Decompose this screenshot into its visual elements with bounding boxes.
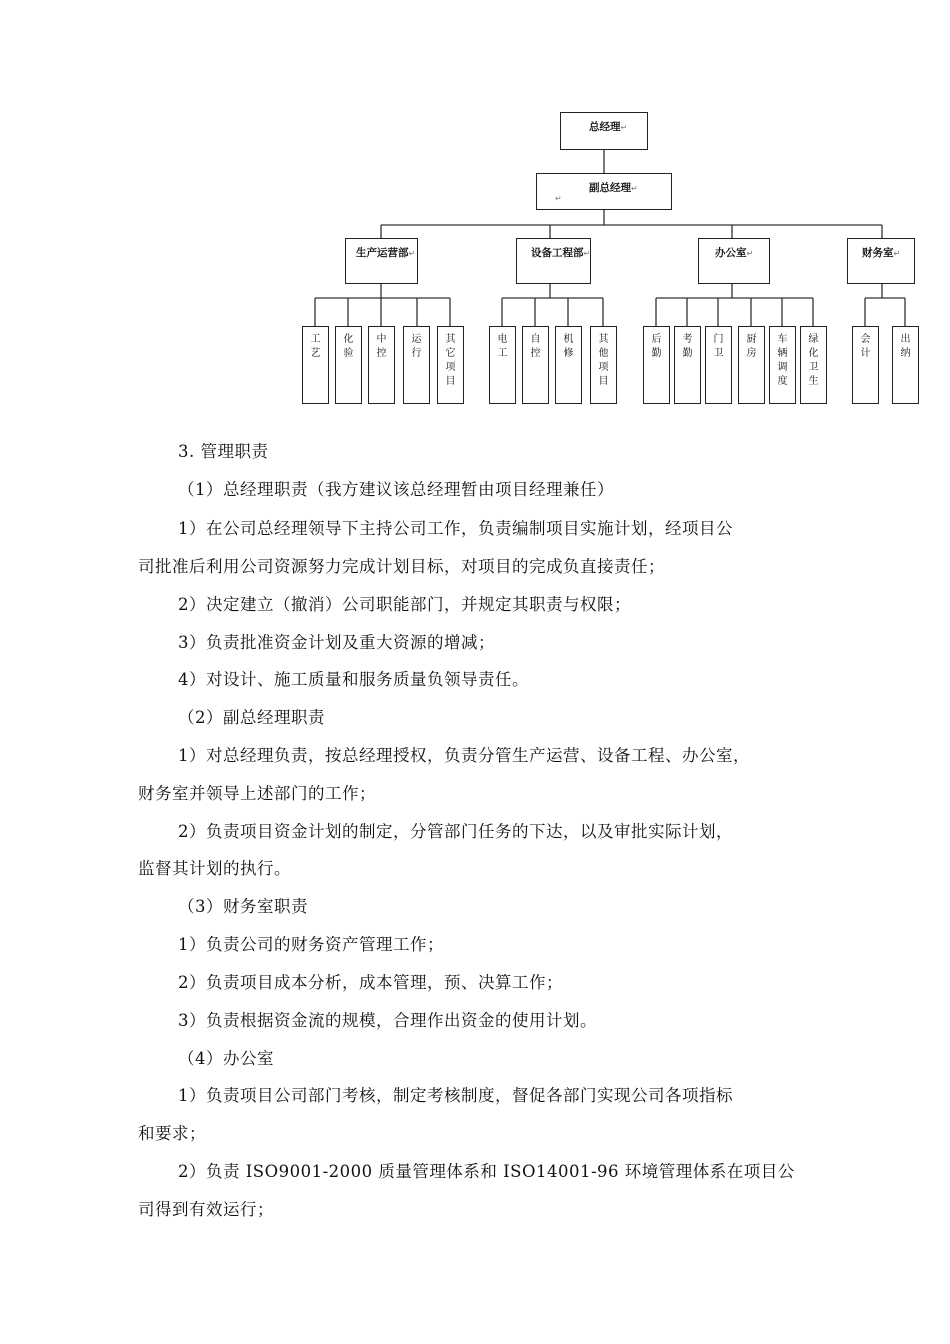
paragraph-line: 2）负责 ISO9001-2000 质量管理体系和 ISO14001-96 环境管理体系在项目公 (178, 1162, 795, 1181)
paragraph-line: 监督其计划的执行。 (138, 859, 291, 878)
paragraph-line: （1）总经理职责（我方建议该总经理暂由项目经理兼任） (178, 480, 614, 499)
leaf-box (403, 326, 430, 404)
leaf-box (769, 326, 796, 404)
leaf-label: 运 行 (411, 334, 422, 359)
leaf-box (705, 326, 732, 404)
leaf-label: 机 修 (563, 334, 574, 359)
leaf-label: 中 控 (376, 334, 387, 359)
paragraph-line: 和要求； (138, 1124, 206, 1143)
org-chart (0, 0, 950, 420)
paragraph-line: 2）决定建立（撤消）公司职能部门，并规定其职责与权限； (178, 595, 631, 614)
paragraph-line: 1）对总经理负责，按总经理授权，负责分管生产运营、设备工程、办公室， (178, 746, 750, 765)
leaf-box (674, 326, 701, 404)
paragraph-line: （4）办公室 (178, 1049, 274, 1068)
paragraph-line: （2）副总经理职责 (178, 708, 325, 727)
box-office (698, 238, 770, 284)
leaf-label: 厨 房 (746, 334, 757, 359)
paragraph-line: 1）负责项目公司部门考核，制定考核制度，督促各部门实现公司各项指标 (178, 1086, 733, 1105)
leaf-box (800, 326, 827, 404)
leaf-label: 化 验 (343, 334, 354, 359)
return-mark-icon: ↵ (631, 184, 638, 193)
paragraph-line: 1）负责公司的财务资产管理工作； (178, 935, 444, 954)
leaf-label: 车 辆 调 度 (777, 334, 788, 387)
paragraph-line: 2）负责项目资金计划的制定，分管部门任务的下达，以及审批实际计划， (178, 822, 733, 841)
paragraph-line: 司得到有效运行； (138, 1200, 274, 1219)
paragraph-line: 4）对设计、施工质量和服务质量负领导责任。 (178, 670, 529, 689)
paragraph-line: 财务室并领导上述部门的工作； (138, 784, 376, 803)
box-deputy-general-manager (536, 173, 672, 210)
leaf-box (489, 326, 516, 404)
leaf-box (738, 326, 765, 404)
paragraph-line: 3）负责批准资金计划及重大资源的增减； (178, 633, 495, 652)
return-mark-icon: ↵ (583, 249, 591, 258)
paragraph-line: 1）在公司总经理领导下主持公司工作，负责编制项目实施计划，经项目公 (178, 519, 733, 538)
return-mark-icon: ↵ (555, 194, 562, 203)
leaf-label: 考 勤 (682, 334, 693, 359)
leaf-box (852, 326, 879, 404)
leaf-box (555, 326, 582, 404)
box-label: 总经理 (589, 121, 621, 133)
leaf-label: 会 计 (860, 334, 871, 359)
box-production-operations (345, 238, 418, 284)
paragraph-line: 2）负责项目成本分析，成本管理，预、决算工作； (178, 973, 563, 992)
paragraph-line: 3）负责根据资金流的规模，合理作出资金的使用计划。 (178, 1011, 597, 1030)
leaf-label: 其 他 项 目 (598, 334, 609, 387)
leaf-box (892, 326, 919, 404)
leaf-label: 自 控 (530, 334, 541, 359)
leaf-box (590, 326, 617, 404)
return-mark-icon: ↵ (408, 249, 416, 258)
box-label: 办公室 (715, 247, 747, 259)
leaf-label: 绿 化 卫 生 (808, 334, 819, 387)
leaf-box (643, 326, 670, 404)
box-finance (847, 238, 915, 284)
return-mark-icon: ↵ (620, 123, 628, 132)
leaf-label: 门 卫 (713, 334, 724, 359)
leaf-box (335, 326, 362, 404)
leaf-box (522, 326, 549, 404)
return-mark-icon: ↵ (746, 249, 754, 258)
leaf-label: 出 纳 (900, 334, 911, 359)
box-general-manager (560, 112, 648, 150)
leaf-box (368, 326, 395, 404)
return-mark-icon: ↵ (893, 249, 901, 258)
box-equipment-engineering (516, 238, 591, 284)
leaf-label: 其 它 项 目 (445, 334, 456, 387)
box-label: 副总经理 (589, 182, 631, 194)
paragraph-line: （3）财务室职责 (178, 897, 308, 916)
leaf-box (437, 326, 464, 404)
leaf-label: 工 艺 (310, 334, 321, 359)
leaf-label: 电 工 (497, 334, 508, 359)
box-label: 设备工程部 (531, 247, 584, 259)
section-heading: 3. 管理职责 (178, 442, 269, 461)
box-label: 财务室 (862, 247, 894, 259)
leaf-box (302, 326, 329, 404)
paragraph-line: 司批准后利用公司资源努力完成计划目标，对项目的完成负直接责任； (138, 557, 665, 576)
leaf-label: 后 勤 (651, 334, 662, 359)
box-label: 生产运营部 (356, 247, 409, 259)
